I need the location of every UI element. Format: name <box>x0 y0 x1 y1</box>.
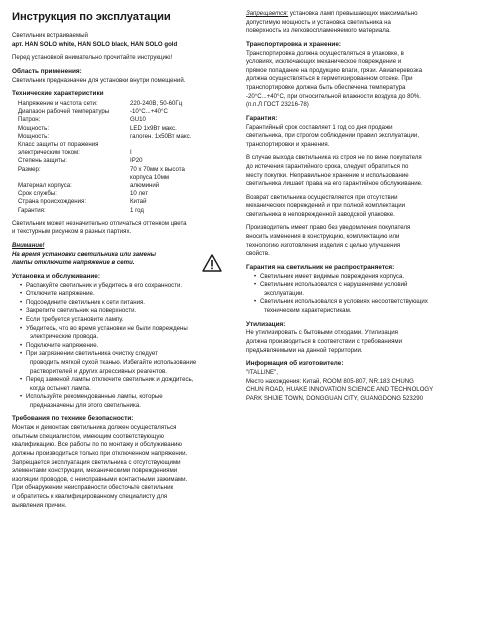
warning-heading: Внимание! <box>12 242 45 249</box>
install-step: • Распакуйте светильник и убедитесь в его сохранности. <box>12 282 222 291</box>
manufacturer-text <box>246 369 470 403</box>
manufacturer-line: PARK SHIJIE TOWN, DONGGUAN CITY, GUANGDONG 523290 <box>246 394 423 402</box>
disposal-heading: Утилизация: <box>246 320 286 328</box>
safety-line: выявления причин. <box>12 501 67 509</box>
safety-line: изоляции проводов, с неисправными контактными зажимами. <box>12 475 188 483</box>
read-instructions-note: Перед установкой внимательно прочитайте инструкцию! <box>12 54 173 62</box>
transport-line: прямое попадание на продукцию влаги, грязи. Авиаперевозка <box>246 66 423 74</box>
spec-key: Размер: <box>18 165 41 173</box>
not-covered-item: • Светильник использовался с нарушениями условий <box>246 281 470 290</box>
install-step: • Отключите напряжение. <box>12 290 222 299</box>
not-covered-list <box>246 273 470 316</box>
transport-line: Транспортировка должна осуществляться в упаковке, в <box>246 49 404 57</box>
transport-line: условиях, исключающих механическое повреждение и <box>246 58 402 66</box>
safety-line: должны производиться только при отключенном напряжении. <box>12 450 188 458</box>
not-covered-item: • Светильник имеет видимые повреждения корпуса. <box>246 273 470 282</box>
disposal-line: должна производиться в соответствии с требованиями <box>246 338 403 345</box>
warranty-line: Гарантийный срок составляет 1 год со дня продажи <box>246 123 393 131</box>
spec-row <box>12 198 220 206</box>
warranty-line: светильника лишает права на его гарантийное обслуживание. <box>246 180 423 188</box>
spec-value: алюминий <box>130 182 160 189</box>
spec-row <box>12 133 220 141</box>
spec-key: Класс защиты от поражения <box>18 140 99 148</box>
spec-key: Материал корпуса: <box>18 182 72 189</box>
warning-block <box>12 242 222 268</box>
disposal-line: предъявляемыми на данной территории. <box>246 346 363 354</box>
spec-key: Срок службы: <box>18 190 57 198</box>
safety-line: Монтаж и демонтаж светильника должен осуществляться <box>12 424 177 432</box>
spec-value: корпуса 10мм <box>130 173 170 181</box>
spec-key <box>12 174 130 182</box>
install-list <box>12 282 222 411</box>
manufacturer-line: "ITALLINE", <box>246 368 278 376</box>
spec-value <box>130 141 220 149</box>
safety-line: Запрещается эксплуатация светильника с отсутствующими <box>12 458 181 466</box>
warranty-line: вносить изменения в конструкцию, комплектацию или <box>246 233 400 241</box>
document-title: Инструкция по эксплуатации <box>12 11 171 23</box>
install-step: электрические провода. <box>30 333 99 341</box>
spec-key: Мощность: <box>18 132 50 140</box>
safety-line: элементами конструкции, механическими повреждениями <box>12 467 178 475</box>
spec-value: 70 x 70мм x высота <box>130 165 185 173</box>
spec-row <box>12 174 220 182</box>
specs-table <box>12 100 220 215</box>
safety-line: квалификацию. Все работы по по монтажу и обслуживанию <box>12 441 182 449</box>
spec-key: электрическим током: <box>18 149 80 157</box>
not-covered-item: техническим характеристикам. <box>264 307 352 315</box>
install-step: • Закрепите светильник на поверхности. <box>12 307 222 316</box>
spec-key: Мощность: <box>18 124 50 132</box>
warranty-line: до истечения гарантийного срока, следует обратиться по <box>246 162 409 170</box>
spec-row <box>12 190 220 198</box>
manufacturer-heading: Информация об изготовителе: <box>246 360 344 368</box>
warranty-line: Производитель имеет право без уведомления покупателя <box>246 224 411 232</box>
safety-text <box>12 424 222 510</box>
safety-line: опытным специалистом, имеющим соответствующую <box>12 432 164 440</box>
spec-value: 10 лет <box>130 190 149 198</box>
spec-value: 1 год <box>130 206 144 214</box>
safety-heading: Требования по технике безопасности: <box>12 415 134 423</box>
warning-line: лампы отключите напряжение в сети. <box>12 259 135 267</box>
transport-line: -20°С...+40°С, при относительной влажности воздуха до 80%. <box>246 92 421 100</box>
spec-key: Степень защиты: <box>18 157 67 165</box>
spec-row <box>12 100 220 108</box>
prohibited-label: Запрещается: <box>246 10 289 17</box>
install-step: когда остынет лампа. <box>30 384 91 392</box>
safety-line: При обнаружении неисправности обесточьте светильник <box>12 484 174 492</box>
transport-line: должна осуществляться в герметизированном отсеке. При <box>246 75 413 83</box>
shade-note-line: Светильник может незначительно отличаться оттенком цвета <box>12 219 187 227</box>
spec-value: -10°С...+40°С <box>130 108 168 116</box>
safety-line: и обратитесь к квалифицированному специалисту для <box>12 493 168 501</box>
install-step: • Подсоедините светильник к сети питания. <box>12 299 222 308</box>
spec-value: 220-240В, 50-60Гц <box>130 99 183 107</box>
article-numbers: арт. HAN SOLO white, HAN SOLO black, HAN SOLO gold <box>12 40 178 48</box>
spec-row <box>12 157 220 165</box>
spec-key: Патрон: <box>18 116 41 124</box>
warranty-paragraph <box>246 224 470 258</box>
manufacturer-line: CHUN ROAD, HUAKE INNOVATION SCIENCE AND TECHNOLOGY <box>246 386 434 394</box>
shade-note-line: и текстурным рисунком в разных партиях. <box>12 228 132 236</box>
left-column <box>12 10 222 510</box>
spec-key: Диапазон рабочей температуры <box>18 108 110 116</box>
install-step: • Если требуется установите лампу. <box>12 316 222 325</box>
manufacturer-line: Место нахождения: Китай, ROOM 805-807, NR.183 CHUNG <box>246 377 414 385</box>
spec-row <box>12 108 220 116</box>
install-step: проводить мягкой сухой тканью. Избегайте использование <box>30 358 197 366</box>
warranty-line: В случае выхода светильника из строя не по вине покупателя <box>246 154 422 162</box>
spec-value: LED 1x9Вт макс. <box>130 124 177 132</box>
warranty-line: транспортировки и хранения. <box>246 140 330 148</box>
prohibited-line: допустимую мощность и установка светильника на <box>246 18 391 26</box>
install-step: • При загрязнении светильника очистку следует <box>12 350 222 359</box>
spec-row <box>12 149 220 157</box>
spec-value: Китай <box>130 198 147 206</box>
warning-triangle-icon <box>202 254 222 272</box>
warranty-line: светильника, при строгом соблюдении правил эксплуатации, <box>246 132 420 140</box>
prohibited-line: поверхность из легковоспламеняемого материала. <box>246 27 391 35</box>
install-step: • Убедитесь, что во время установки не были повреждены <box>12 325 222 334</box>
install-step: предназначены для этого светильника. <box>30 401 141 409</box>
spec-key: Напряжение и частота сети: <box>18 99 98 107</box>
spec-row <box>12 116 220 124</box>
install-step: • Перед заменой лампы отключите светильник и дождитесь, <box>12 376 222 385</box>
warranty-line: месту покупки. Неправильное хранение и использование <box>246 171 409 179</box>
spec-row <box>12 166 220 174</box>
disposal-text <box>246 329 470 355</box>
install-step: • Подключите напряжение. <box>12 342 222 351</box>
warranty-line: Возврат светильника осуществляется при отсутствии <box>246 193 398 201</box>
application-text: Светильник предназначен для установки внутри помещений. <box>12 76 186 84</box>
spec-key: Страна происхождения: <box>18 198 87 206</box>
spec-value: I <box>130 149 132 157</box>
spec-value: IP20 <box>130 157 143 165</box>
warranty-line: механических повреждений и при полной комплектации <box>246 202 406 210</box>
install-step: • Используйте рекомендованные лампы, которые <box>12 393 222 402</box>
application-heading: Область применения: <box>12 67 82 75</box>
right-column <box>246 10 470 403</box>
transport-line: (п.п.Л ГОСТ 23216-78) <box>246 101 309 109</box>
not-covered-item: • Светильник использовался в условиях несоответствующих <box>246 298 470 307</box>
disposal-line: Не утилизировать с бытовыми отходами. Утилизация <box>246 329 398 337</box>
transport-heading: Транспортировка и хранение: <box>246 40 342 48</box>
not-covered-item: эксплуатации. <box>264 289 305 297</box>
prohibited-first-line <box>246 10 470 19</box>
not-covered-heading: Гарантия на светильник не распространяется: <box>246 263 395 271</box>
spec-key: Гарантия: <box>18 206 46 214</box>
spec-row <box>12 182 220 190</box>
prohibited-text: установка ламп превышающих максимально <box>288 10 418 17</box>
transport-text <box>246 50 470 110</box>
spec-value: GU10 <box>130 116 146 124</box>
warranty-paragraph <box>246 194 470 220</box>
warranty-line: технологию изготовления изделия с целью улучшения <box>246 241 401 249</box>
install-step: растворителей и других агрессивных реагентов. <box>30 367 167 375</box>
transport-line: транспортировке должна быть обеспечена температура <box>246 83 406 91</box>
spec-row <box>12 125 220 133</box>
install-heading: Установка и обслуживание: <box>12 272 100 280</box>
warranty-heading: Гарантия: <box>246 114 278 122</box>
warranty-line: светильника в неповрежденной заводской упаковке. <box>246 210 395 218</box>
spec-value: галоген. 1x50Вт макс. <box>130 132 192 140</box>
warranty-paragraph <box>246 124 470 150</box>
specs-heading: Технические характеристики <box>12 90 104 98</box>
warranty-paragraph <box>246 154 470 188</box>
spec-row <box>12 141 220 149</box>
spec-row <box>12 207 220 215</box>
product-line: Светильник встраиваемый <box>12 32 88 39</box>
warning-line: На время установки светильника или замены <box>12 250 156 258</box>
warranty-line: свойств. <box>246 250 270 258</box>
